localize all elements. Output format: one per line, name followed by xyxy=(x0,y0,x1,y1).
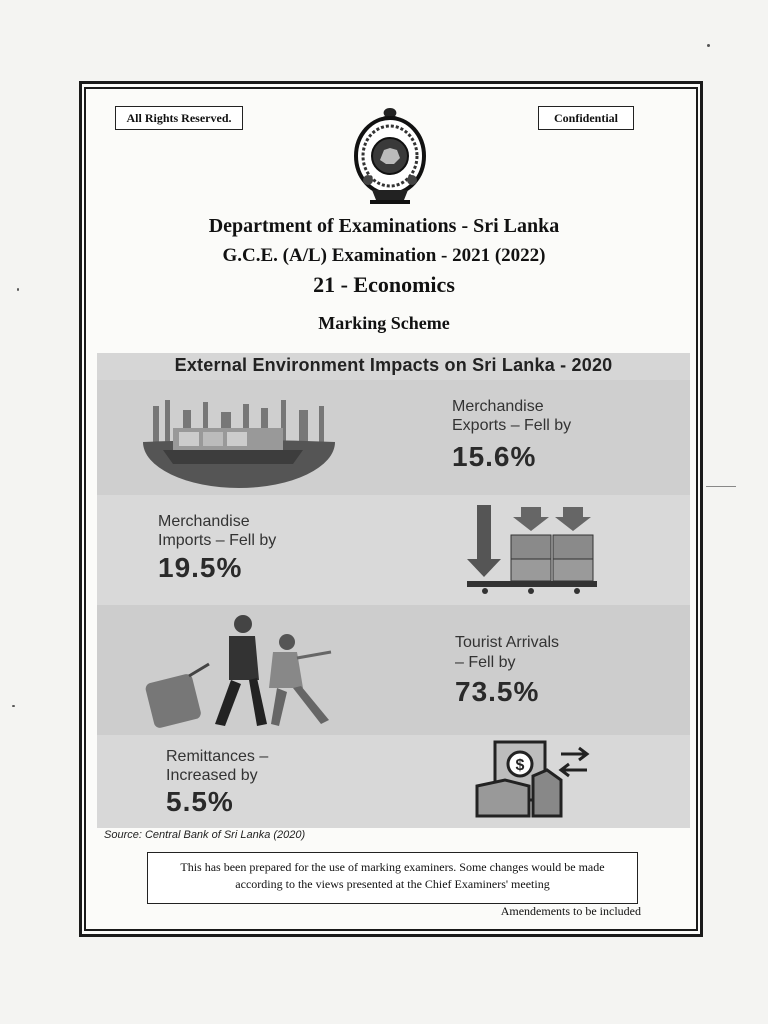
remittances-label-line2: Increased by xyxy=(166,767,258,784)
port-ship-icon xyxy=(143,398,335,490)
travellers-icon xyxy=(145,612,335,730)
exports-label-line2: Exports – Fell by xyxy=(452,417,572,434)
imports-label-line2: Imports – Fell by xyxy=(158,532,277,549)
tourist-label-line1: Tourist Arrivals xyxy=(455,634,560,651)
money-transfer-icon xyxy=(475,740,593,820)
tourist-value: 73.5% xyxy=(455,676,540,707)
exports-value: 15.6% xyxy=(452,441,537,472)
sri-lanka-emblem-icon xyxy=(350,104,430,206)
rights-reserved-label: All Rights Reserved. xyxy=(115,106,243,130)
amendments-note: Amendements to be included xyxy=(500,904,641,918)
scan-speck xyxy=(706,486,736,487)
department-heading: Department of Examinations - Sri Lanka xyxy=(208,215,560,237)
examiner-note-line2: according to the views presented at the Chief Examiners' meeting xyxy=(235,877,550,891)
imports-label-line1: Merchandise xyxy=(158,513,250,530)
remittances-label-line1: Remittances – xyxy=(166,748,269,765)
imports-value: 19.5% xyxy=(158,552,243,583)
examination-heading: G.C.E. (A/L) Examination - 2021 (2022) xyxy=(222,245,546,266)
confidential-label: Confidential xyxy=(538,106,634,130)
examiner-note-line1: This has been prepared for the use of marking examiners. Some changes would be made xyxy=(180,860,605,874)
examiner-note-box xyxy=(147,852,638,904)
tourist-label-line2: – Fell by xyxy=(455,654,516,671)
scan-speck xyxy=(12,705,15,707)
subject-heading: 21 - Economics xyxy=(313,272,455,297)
exports-label-line1: Merchandise xyxy=(452,398,544,415)
imports-boxes-icon xyxy=(463,505,601,595)
source-note: Source: Central Bank of Sri Lanka (2020) xyxy=(104,829,306,841)
svg-text:$: $ xyxy=(515,757,525,774)
scan-speck xyxy=(707,44,710,47)
remittances-value: 5.5% xyxy=(166,786,234,817)
document-type-heading: Marking Scheme xyxy=(318,313,450,333)
infographic-title: External Environment Impacts on Sri Lanka - 2020 xyxy=(174,355,613,375)
